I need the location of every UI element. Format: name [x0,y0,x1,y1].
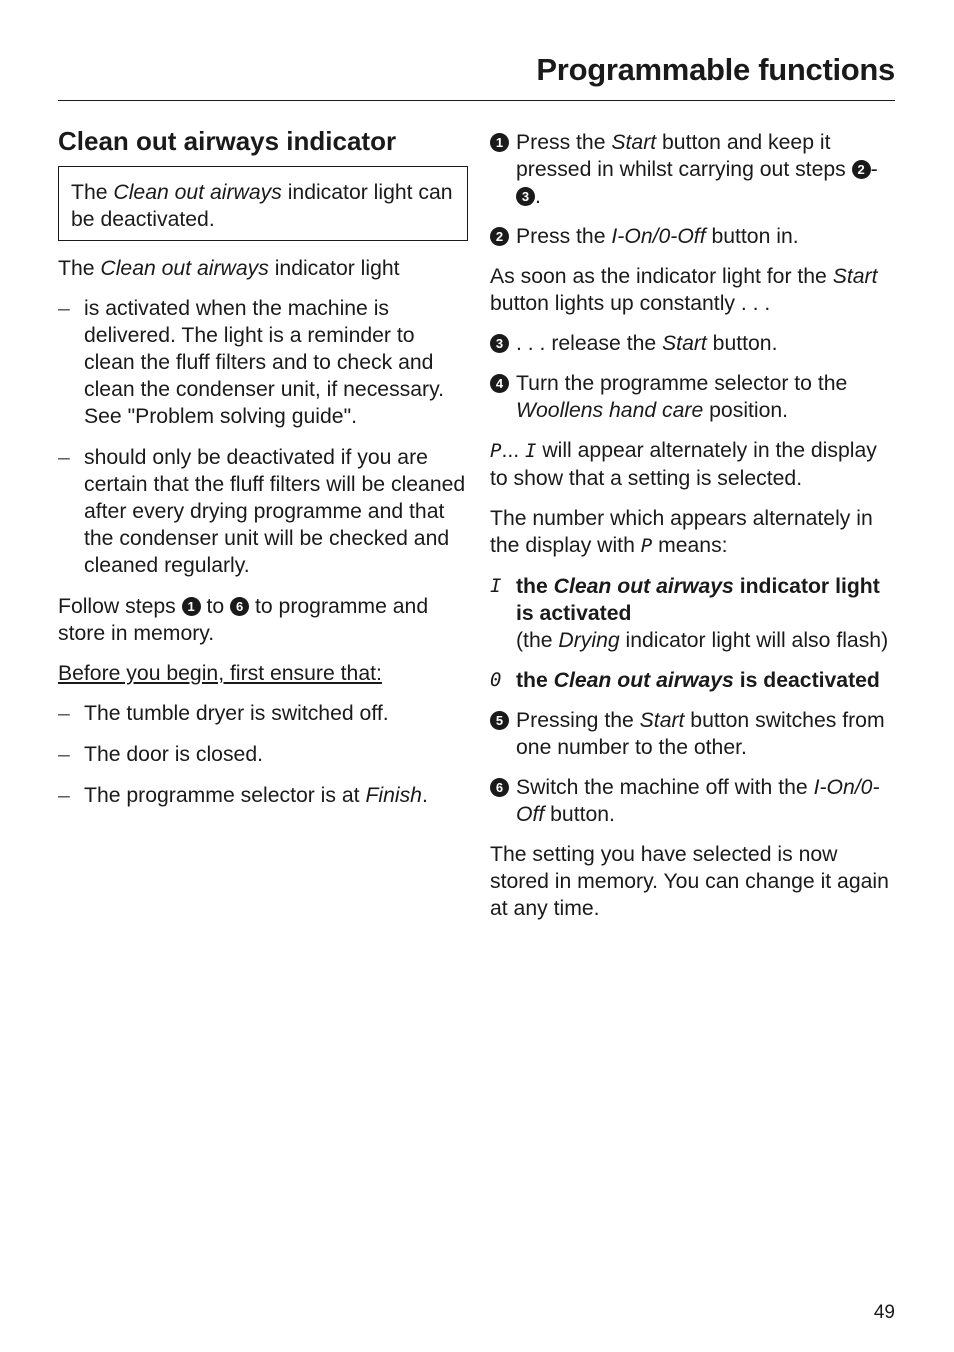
bullet-item: – should only be deactivated if you are certain that the fluff filters will be cleaned after every drying programme and that the condenser unit will be checked and cleaned regularly. [58,446,466,577]
follow-steps-text: Follow steps 1 to 6 to programme and store in memory. [58,595,429,645]
step-number-icon: 2 [852,160,871,179]
dash-marker: – [58,784,70,807]
indicator-text: As soon as the indicator light for the Start button lights up constantly . . . [490,265,878,315]
dash-marker: – [58,297,70,320]
display-code: P [490,440,502,462]
dash-marker: – [58,743,70,766]
step-number-icon: 1 [490,133,509,152]
check-item: – The programme selector is at Finish. [58,784,428,807]
display-code: I [490,575,502,597]
step-3: 3 . . . release the Start button. [490,330,890,357]
closing-text: The setting you have selected is now stored in memory. You can change it again at any time. [490,843,889,920]
header-rule [58,100,895,101]
step-number-icon: 4 [490,374,509,393]
page-title: Programmable functions [536,52,895,87]
step-number-icon: 6 [230,597,249,616]
dash-marker: – [58,702,70,725]
display-text: P... I will appear alternately in the display to show that a setting is selected. [490,439,877,490]
right-column [490,129,890,935]
mode-deactivated: 0 the Clean out airways is deactivated [490,669,880,692]
step-2: 2 Press the I-On/0-Off button in. [490,223,890,250]
step-number-icon: 5 [490,711,509,730]
step-number-icon: 6 [490,778,509,797]
meaning-text: The number which appears alternately in the display with P means: [490,507,873,557]
mode-activated: I the Clean out airways indicator light is activated (the Drying indicator light will also flash) [490,575,889,652]
bullet-item: – is activated when the machine is delivered. The light is a reminder to clean the fluff filters and to check and clean the condenser unit, if necessary. See "Problem solving guide". [58,297,445,428]
step-number-icon: 1 [182,597,201,616]
intro-text: The Clean out airways indicator light [58,257,400,280]
check-item: – The door is closed. [58,743,264,766]
display-code: 0 [490,669,502,691]
step-number-icon: 3 [516,187,535,206]
check-item: – The tumble dryer is switched off. [58,702,389,725]
left-column [58,124,468,823]
section-title: Clean out airways indicator [58,126,397,156]
display-code: I [525,440,537,462]
display-code: P [640,535,653,557]
step-number-icon: 2 [490,227,509,246]
before-you-begin: Before you begin, first ensure that: [58,662,382,685]
step-number-icon: 3 [490,334,509,353]
step-4: 4 Turn the programme selector to the Woollens hand care position. [490,370,890,424]
page-number: 49 [873,1302,895,1323]
step-5: 5 Pressing the Start button switches from one number to the other. [490,707,890,761]
note-box: The Clean out airways indicator light can be deactivated. [58,166,468,241]
dash-marker: – [58,446,70,469]
step-6: 6 Switch the machine off with the I-On/0-Off button. [490,774,890,828]
step-1: 1 Press the Start button and keep it pressed in whilst carrying out steps 2 -3 . [490,129,890,210]
